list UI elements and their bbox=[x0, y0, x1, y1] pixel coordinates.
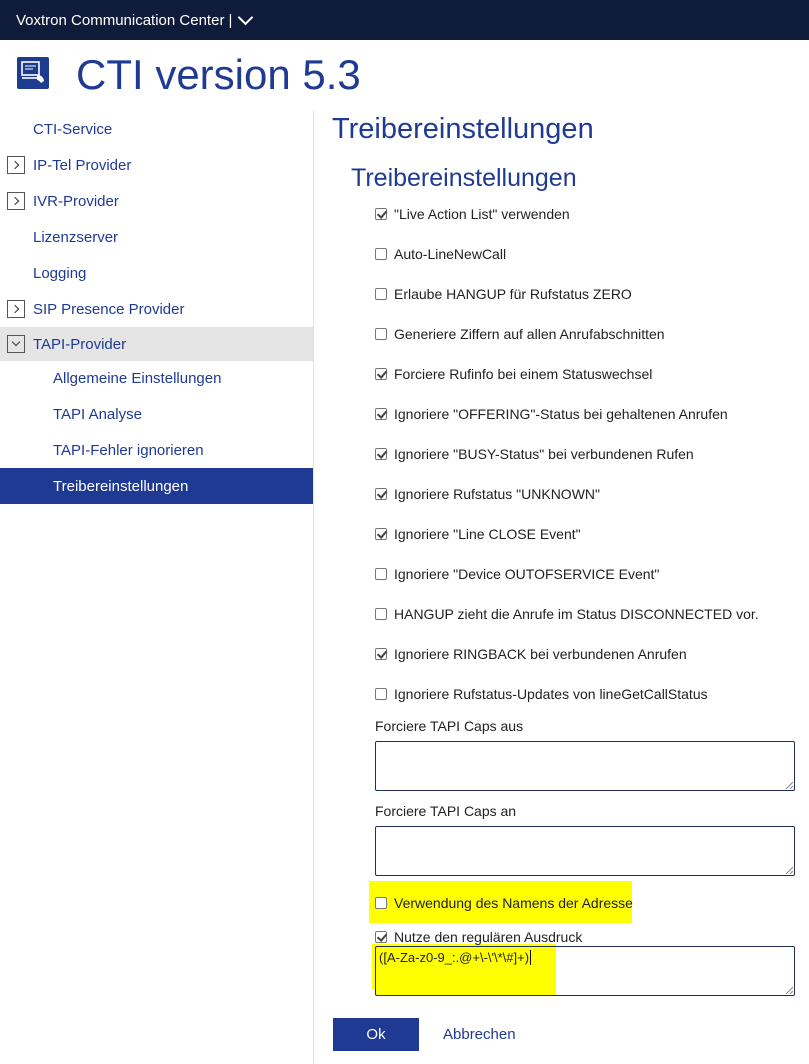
checkbox-hangup-zero[interactable] bbox=[375, 283, 632, 305]
checkbox[interactable] bbox=[375, 688, 387, 700]
checkbox-ignore-unknown[interactable] bbox=[375, 483, 600, 505]
sidebar-item-sip-presence-provider[interactable] bbox=[0, 292, 313, 326]
regex-textarea[interactable] bbox=[375, 946, 795, 996]
expand-icon[interactable] bbox=[7, 156, 25, 174]
cancel-button[interactable]: Abbrechen bbox=[443, 1026, 516, 1043]
checkbox[interactable] bbox=[375, 648, 387, 660]
sidebar bbox=[0, 111, 314, 1064]
ok-button[interactable]: Ok bbox=[333, 1018, 419, 1051]
checkbox[interactable] bbox=[375, 328, 387, 340]
top-bar bbox=[0, 0, 809, 40]
product-title: Voxtron Communication Center bbox=[16, 11, 225, 29]
sidebar-item-logging[interactable] bbox=[0, 256, 313, 290]
resize-grip-icon[interactable] bbox=[785, 866, 793, 874]
resize-grip-icon[interactable] bbox=[785, 986, 793, 994]
sidebar-item-label: Logging bbox=[33, 264, 87, 282]
sidebar-item-label: SIP Presence Provider bbox=[33, 300, 185, 318]
checkbox-auto-linenewcall[interactable] bbox=[375, 243, 506, 265]
sidebar-item-label: TAPI Analyse bbox=[53, 405, 142, 423]
sidebar-item-tapi-fehler-ignorieren[interactable] bbox=[0, 433, 313, 467]
checkbox-label: "Live Action List" verwenden bbox=[394, 206, 570, 222]
checkbox-use-regex[interactable] bbox=[375, 926, 582, 948]
text-cursor bbox=[530, 950, 531, 965]
caps-off-textarea[interactable] bbox=[375, 741, 795, 791]
expand-icon[interactable] bbox=[7, 192, 25, 210]
sidebar-item-label: IVR-Provider bbox=[33, 192, 119, 210]
checkbox-label: Ignoriere RINGBACK bei verbundenen Anrufen bbox=[394, 646, 687, 662]
cti-phone-icon bbox=[17, 57, 49, 89]
checkbox[interactable] bbox=[375, 608, 387, 620]
sidebar-item-label: Lizenzserver bbox=[33, 228, 119, 246]
sidebar-item-label: IP-Tel Provider bbox=[33, 156, 132, 174]
section-title: Treibereinstellungen bbox=[332, 113, 594, 145]
checkbox-label: Ignoriere Rufstatus "UNKNOWN" bbox=[394, 486, 600, 502]
checkbox-label: Forciere Rufinfo bei einem Statuswechsel bbox=[394, 366, 653, 382]
form-title: Treibereinstellungen bbox=[351, 164, 577, 192]
checkbox-label: Ignoriere Rufstatus-Updates von lineGetCallStatus bbox=[394, 686, 708, 702]
checkbox-label: Ignoriere "Device OUTOFSERVICE Event" bbox=[394, 566, 660, 582]
sidebar-item-allgemeine-einstellungen[interactable] bbox=[0, 361, 313, 395]
checkbox-label: Ignoriere "OFFERING"-Status bei gehaltenen Anrufen bbox=[394, 406, 728, 422]
checkbox-label: Generiere Ziffern auf allen Anrufabschnitten bbox=[394, 326, 665, 342]
app-title: CTI version 5.3 bbox=[76, 51, 361, 98]
sidebar-item-cti-service[interactable] bbox=[0, 112, 313, 146]
checkbox-label: Auto-LineNewCall bbox=[394, 246, 507, 262]
checkbox-ignore-device-outofservice[interactable] bbox=[375, 563, 659, 585]
checkbox[interactable] bbox=[375, 248, 387, 260]
checkbox-ignore-offering[interactable] bbox=[375, 403, 728, 425]
checkbox-ignore-linegetcallstatus[interactable] bbox=[375, 683, 708, 705]
regex-value: ([A-Za-z0-9_:.@+\-\'\*\#]+) bbox=[379, 950, 530, 965]
checkbox[interactable] bbox=[375, 288, 387, 300]
caps-on-label: Forciere TAPI Caps an bbox=[375, 803, 517, 819]
checkbox-ignore-ringback[interactable] bbox=[375, 643, 687, 665]
expand-icon[interactable] bbox=[7, 300, 25, 318]
checkbox[interactable] bbox=[375, 897, 387, 909]
checkbox[interactable] bbox=[375, 208, 387, 220]
title-separator: | bbox=[228, 11, 233, 29]
checkbox[interactable] bbox=[375, 488, 387, 500]
checkbox-label: Erlaube HANGUP für Rufstatus ZERO bbox=[394, 286, 632, 302]
resize-grip-icon[interactable] bbox=[785, 781, 793, 789]
checkbox[interactable] bbox=[375, 448, 387, 460]
chevron-down-icon[interactable] bbox=[238, 9, 254, 25]
caps-on-textarea[interactable] bbox=[375, 826, 795, 876]
checkbox-ignore-line-close[interactable] bbox=[375, 523, 581, 545]
checkbox[interactable] bbox=[375, 528, 387, 540]
sidebar-item-ip-tel-provider[interactable] bbox=[0, 148, 313, 182]
checkbox-use-address-name[interactable] bbox=[375, 892, 633, 914]
checkbox-label: Ignoriere "Line CLOSE Event" bbox=[394, 526, 581, 542]
checkbox-live-action-list[interactable] bbox=[375, 203, 570, 225]
sidebar-item-label: CTI-Service bbox=[33, 120, 113, 138]
sidebar-item-treibereinstellungen[interactable] bbox=[0, 468, 313, 504]
checkbox-label: Ignoriere "BUSY-Status" bei verbundenen Rufen bbox=[394, 446, 694, 462]
sidebar-item-label: Treibereinstellungen bbox=[53, 477, 189, 495]
collapse-icon[interactable] bbox=[7, 335, 25, 353]
sidebar-item-ivr-provider[interactable] bbox=[0, 184, 313, 218]
checkbox-label: HANGUP zieht die Anrufe im Status DISCONNECTED vor. bbox=[394, 606, 759, 622]
checkbox-hangup-disconnected[interactable] bbox=[375, 603, 759, 625]
sidebar-item-tapi-provider[interactable] bbox=[0, 327, 313, 361]
checkbox[interactable] bbox=[375, 568, 387, 580]
checkbox[interactable] bbox=[375, 368, 387, 380]
sidebar-item-lizenzserver[interactable] bbox=[0, 220, 313, 254]
checkbox[interactable] bbox=[375, 931, 387, 943]
sidebar-item-tapi-analyse[interactable] bbox=[0, 397, 313, 431]
checkbox[interactable] bbox=[375, 408, 387, 420]
checkbox-label: Nutze den regulären Ausdruck bbox=[394, 929, 583, 945]
checkbox-generate-digits[interactable] bbox=[375, 323, 665, 345]
sidebar-item-label: TAPI-Provider bbox=[33, 335, 127, 353]
checkbox-force-callinfo[interactable] bbox=[375, 363, 652, 385]
checkbox-ignore-busy[interactable] bbox=[375, 443, 694, 465]
checkbox-label: Verwendung des Namens der Adresse bbox=[394, 895, 633, 911]
sidebar-item-label: TAPI-Fehler ignorieren bbox=[53, 441, 204, 459]
sidebar-item-label: Allgemeine Einstellungen bbox=[53, 369, 222, 387]
caps-off-label: Forciere TAPI Caps aus bbox=[375, 718, 524, 734]
